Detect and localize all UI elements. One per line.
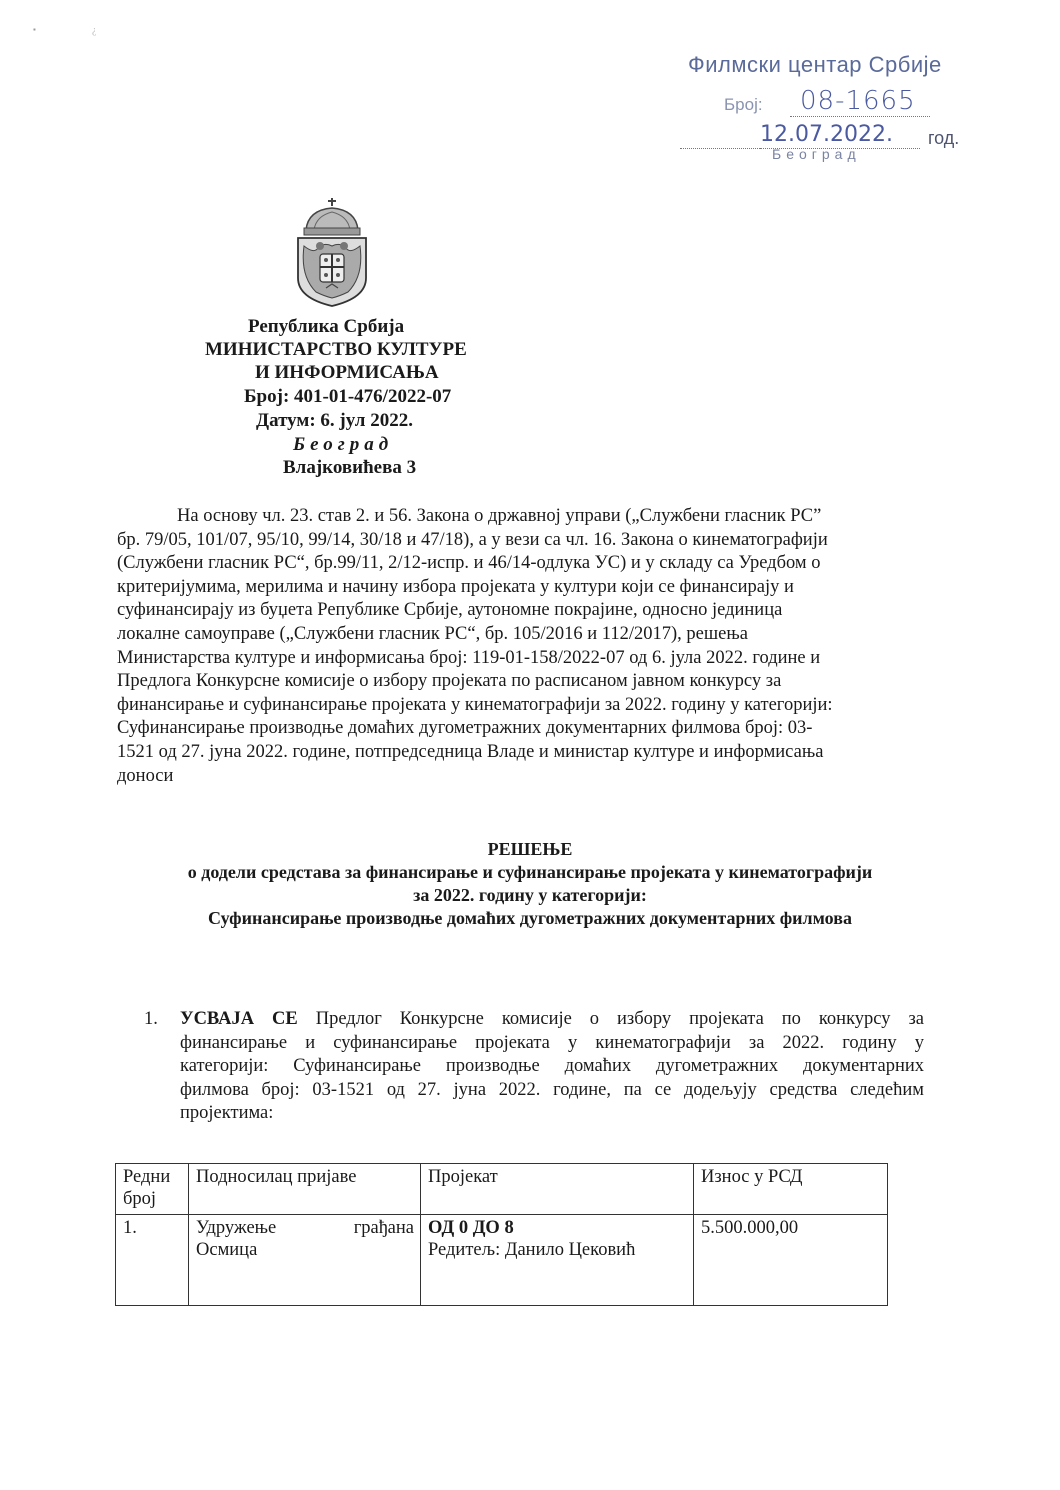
header-ministry-line2: И ИНФОРМИСАЊА	[255, 362, 439, 383]
scan-speck: ▪	[33, 25, 36, 34]
preamble-line: Суфинансирање производње домаћих дугометражних документарних филмова број: 03-	[117, 718, 813, 739]
header-cell-text: број	[123, 1189, 157, 1209]
stamp-institution: Филмски центар Србије	[688, 52, 942, 77]
header-cell-amount: Износ у РСД	[694, 1164, 888, 1215]
cell-project	[421, 1215, 694, 1306]
table-header-row	[116, 1164, 888, 1215]
scan-speck: ¿	[92, 25, 97, 36]
header-date: Датум: 6. јул 2022.	[256, 410, 413, 431]
decision-item	[144, 1008, 924, 1126]
preamble-line: Предлога Конкурсне комисије о избору пројеката по расписаном јавном конкурсу за	[117, 671, 782, 692]
stamp-date-line	[680, 148, 766, 149]
preamble-line: Министарства културе и информисања број: 119-01-158/2022-07 од 6. јула 2022. године и	[117, 647, 821, 668]
table-row	[116, 1215, 888, 1306]
decision-title: РЕШЕЊЕ	[487, 839, 573, 859]
header-number: Број: 401-01-476/2022-07	[244, 386, 452, 407]
item-number: 1.	[144, 1009, 158, 1029]
cell-applicant	[189, 1215, 421, 1306]
applicant-text: Удружење	[196, 1218, 277, 1238]
stamp-city: Београд	[772, 146, 861, 162]
header-cell-applicant: Подносилац пријаве	[189, 1164, 421, 1215]
decision-subtitle: за 2022. годину у категорији:	[413, 885, 647, 905]
preamble-line: локалне самоуправе („Службени гласник РС“, бр. 105/2016 и 112/2017), решења	[117, 623, 748, 644]
preamble-line: критеријумима, мерилима и начину избора пројеката у култури који се финансирају и	[117, 576, 794, 597]
stamp-number-label: Број:	[724, 95, 763, 114]
project-director: Редитељ: Данило Цековић	[428, 1240, 636, 1260]
item-line: пројектима:	[180, 1103, 274, 1124]
cell-number: 1.	[116, 1215, 189, 1306]
item-line: филмова број: 03-1521 од 27. јуна 2022. године, па се додељују средства следећим	[180, 1079, 924, 1100]
decision-subtitle: о додели средстава за финансирање и суфинансирање пројеката у кинематографији	[187, 862, 873, 882]
coat-of-arms-icon	[286, 196, 378, 308]
decision-subtitle: Суфинансирање производње домаћих дугометражних документарних филмова	[208, 908, 852, 928]
header-city: Београд	[293, 434, 394, 455]
applicant-text: грађана	[353, 1218, 414, 1238]
stamp-date-suffix: год.	[928, 128, 960, 148]
preamble-line: На основу чл. 23. став 2. и 56. Закона о државној управи („Службени гласник РС”	[177, 506, 822, 526]
preamble-line: (Службени гласник РС“, бр.99/11, 2/12-испр. и 46/14-одлука УС) и у складу са Уредбом о	[117, 553, 821, 574]
header-ministry-line1: МИНИСТАРСТВО КУЛТУРЕ	[205, 339, 467, 360]
header-cell-number	[116, 1164, 189, 1215]
item-lead-bold: УСВАЈА СЕ	[180, 1009, 298, 1029]
preamble-line: 1521 од 27. јуна 2022. године, потпредседница Владе и министар културе и информисања	[117, 741, 824, 762]
stamp-number-line	[790, 116, 930, 117]
preamble-line: бр. 79/05, 101/07, 95/10, 99/14, 30/18 и 47/18), а у вези са чл. 16. Закона о кинематографији	[117, 529, 828, 550]
preamble-paragraph	[117, 505, 937, 788]
applicant-text: Осмица	[196, 1240, 258, 1260]
stamp-number-value: 08-1665	[800, 86, 916, 116]
header-cell-project: Пројекат	[421, 1164, 694, 1215]
allocation-table	[115, 1163, 888, 1306]
preamble-line: доноси	[117, 765, 174, 786]
item-line: Предлог Конкурсне комисије о избору пројеката по конкурсу за	[315, 1009, 925, 1029]
item-line: категорији: Суфинансирање производње домаћих дугометражних документарних	[180, 1056, 924, 1077]
header-cell-text: Редни	[123, 1167, 171, 1187]
project-title: ОД 0 ДО 8	[428, 1218, 514, 1238]
preamble-line: финансирање и суфинансирање пројеката у кинематографији за 2022. годину у категорији:	[117, 694, 833, 715]
item-line: финансирање и суфинансирање пројеката у кинематографији за 2022. годину у	[180, 1032, 924, 1053]
header-address: Влајковићева 3	[283, 457, 417, 478]
cell-amount: 5.500.000,00	[694, 1215, 888, 1306]
preamble-line: суфинансирају из буџета Републике Србије, аутономне покрајине, односно јединица	[117, 600, 783, 621]
header-country: Република Србија	[248, 316, 405, 337]
stamp-date-value: 12.07.2022.	[760, 122, 893, 147]
